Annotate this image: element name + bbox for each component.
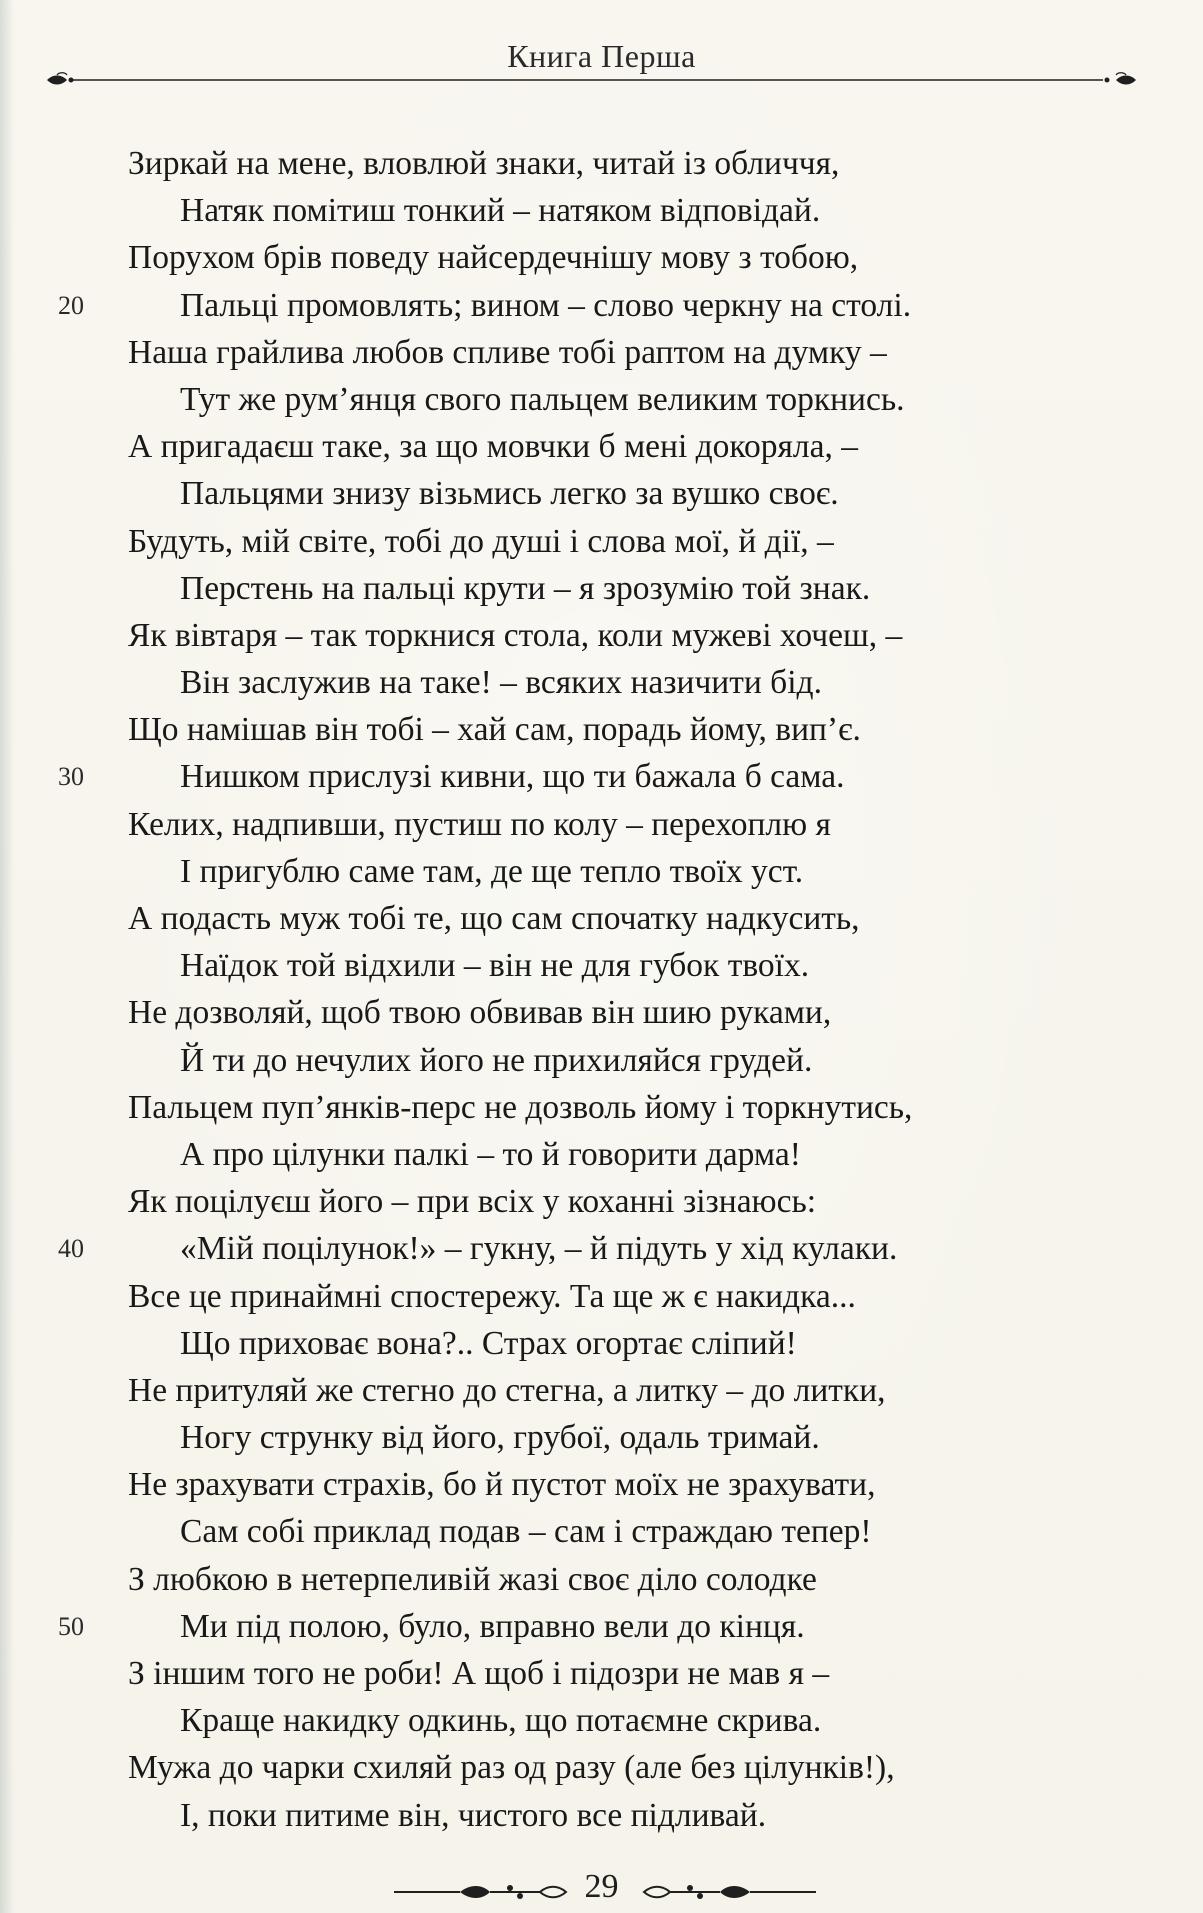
poem-line [0, 706, 1203, 753]
poem-line-text: Зиркай на мене, вловлюй знаки, читай із обличчя, [128, 145, 840, 182]
poem-line-text: Все це принаймні спостережу. Та ще ж є накидка... [128, 1277, 856, 1315]
running-header: Книга Перша [507, 38, 696, 74]
poem-line [0, 895, 1203, 942]
poem-line [0, 1320, 1203, 1367]
poem-line [0, 1744, 1203, 1791]
poem-line-text: Й ти до нечулих його не прихиляйся грудей. [180, 1041, 813, 1079]
poem-line [0, 470, 1203, 517]
poem-line-text: Нишком прислузі кивни, що ти бажала б сама. [180, 758, 845, 796]
poem-line-text: Ногу струнку від його, грубої, одаль тримай. [180, 1419, 820, 1457]
poem-line-text: І пригублю саме там, де ще тепло твоїх уст. [180, 852, 804, 890]
line-number: 20 [58, 290, 84, 320]
poem-line-text: Ми під полою, було, вправно вели до кінця. [180, 1607, 805, 1645]
line-number: 50 [58, 1611, 84, 1641]
poem-line [0, 1367, 1203, 1414]
poem-line [0, 1131, 1203, 1178]
poem-line [0, 1508, 1203, 1555]
poem-line [0, 1603, 1203, 1650]
poem-line [0, 1697, 1203, 1744]
poem-line [0, 140, 1203, 187]
poem-line [0, 1461, 1203, 1508]
poem-line [0, 1556, 1203, 1603]
poem-line-text: Пальці промовлять; вином – слово черкну на столі. [180, 286, 912, 324]
poem-line-text: Пальцями знизу візьмись легко за вушко своє. [180, 475, 839, 513]
poem-line-text: Тут же рум’янця свого пальцем великим торкнись. [180, 380, 905, 418]
poem-line-text: Як поцілуєш його – при всіх у коханні зізнаюсь: [128, 1183, 817, 1221]
poem-line-text: Келих, надпивши, пустиш по колу – перехоплю я [128, 805, 831, 843]
poem-line [0, 1037, 1203, 1084]
poem-line [0, 612, 1203, 659]
poem-line-text: А пригадаєш таке, за що мовчки б мені докоряла, – [128, 428, 858, 466]
line-number: 30 [58, 762, 84, 792]
poem-line-text: Він заслужив на таке! – всяких назичити бід. [180, 664, 822, 702]
poem-line [0, 1273, 1203, 1320]
poem-line-text: Будуть, мій світе, тобі до душі і слова мої, й дії, – [128, 522, 834, 560]
poem-line-text: Наша грайлива любов спливе тобі раптом на думку – [128, 333, 887, 371]
page-footer [0, 1868, 1203, 1913]
poem-line-text: Пальцем пуп’янків-перс не дозволь йому і торкнутись, [128, 1088, 913, 1126]
poem-line-text: Натяк помітиш тонкий – натяком відповідай. [180, 192, 821, 230]
poem-line-text: Мужа до чарки схиляй раз од разу (але без цілунків!), [128, 1749, 895, 1787]
poem-line [0, 329, 1203, 376]
poem-line [0, 1084, 1203, 1131]
poem-line [0, 1225, 1203, 1272]
poem-line [0, 1650, 1203, 1697]
poem-line [0, 376, 1203, 423]
poem-line-text: З любкою в нетерпеливій жазі своє діло солодке [128, 1560, 817, 1598]
poem-line-text: А про цілунки палкі – то й говорити дарма! [180, 1135, 801, 1173]
poem-line-text: Не притуляй же стегно до стегна, а литку – до литки, [128, 1371, 886, 1409]
footer-ornament-right [640, 1882, 820, 1902]
poem-line-text: Наїдок той відхили – він не для губок твоїх. [180, 947, 810, 985]
poem-line-text: З іншим того не роби! А щоб і підозри не мав я – [128, 1655, 830, 1692]
poem-line [0, 1414, 1203, 1461]
poem-line-text: Не дозволяй, щоб твою обвивав він шию руками, [128, 994, 832, 1032]
poem-line-text: Краще накидку одкинь, що потаємне скрива. [180, 1702, 822, 1740]
poem-line-text: Як вівтаря – так торкнися стола, коли мужеві хочеш, – [128, 616, 903, 654]
poem-line [0, 801, 1203, 848]
poem-line [0, 659, 1203, 706]
poem-line-text: Сам собі приклад подав – сам і страждаю тепер! [180, 1513, 872, 1551]
poem-line-text: А подасть муж тобі те, що сам спочатку надкусить, [128, 900, 860, 937]
page-number: 29 [584, 1868, 619, 1905]
poem-line [0, 282, 1203, 329]
poem-line [0, 1178, 1203, 1225]
poem-line [0, 942, 1203, 989]
poem-line [0, 989, 1203, 1036]
poem-line-text: Перстень на пальці крути – я зрозумію той знак. [180, 569, 871, 607]
poem-line-text: «Мій поцілунок!» – гукну, – й підуть у хід кулаки. [180, 1230, 898, 1268]
line-number: 40 [58, 1234, 84, 1264]
poem-line [0, 565, 1203, 612]
poem-line [0, 753, 1203, 800]
poem-line-text: І, поки питиме він, чистого все підливай. [180, 1796, 767, 1834]
poem-line [0, 848, 1203, 895]
poem-line-text: Порухом брів поведу найсердечнішу мову з тобою, [128, 239, 859, 277]
poem-line [0, 1792, 1203, 1839]
poem-line [0, 423, 1203, 470]
poem-line-text: Що приховає вона?.. Страх огортає сліпий! [180, 1324, 797, 1362]
poem-line [0, 518, 1203, 565]
poem-body [0, 140, 1203, 1839]
header-ornamental-rule [45, 70, 1138, 90]
poem-line-text: Що намішав він тобі – хай сам, порадь йому, вип’є. [128, 711, 861, 749]
poem-line-text: Не зрахувати страхів, бо й пустот моїх не зрахувати, [128, 1466, 876, 1504]
poem-line [0, 234, 1203, 281]
poem-line [0, 187, 1203, 234]
